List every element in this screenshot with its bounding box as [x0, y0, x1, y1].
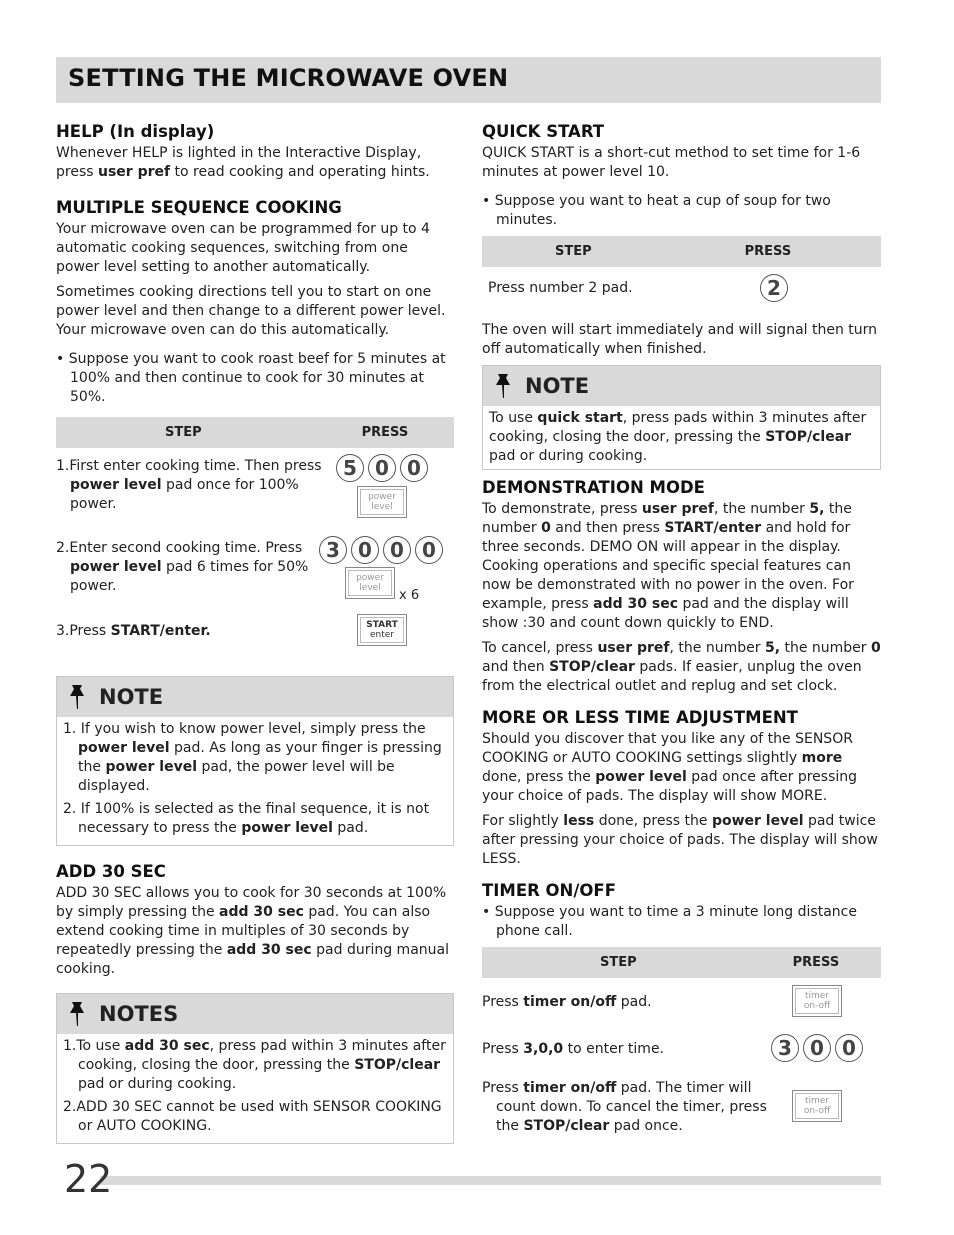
timer-table [482, 947, 881, 1136]
left-column [56, 122, 454, 1144]
note-body [483, 406, 880, 469]
digit-button: 0 [835, 1034, 863, 1062]
digit-button: 0 [803, 1034, 831, 1062]
digit-button: 2 [760, 274, 788, 302]
note-title: NOTE [99, 685, 164, 709]
note-item: 2.ADD 30 SEC cannot be used with SENSOR COOKING or AUTO COOKING. [63, 1099, 442, 1134]
pushpin-icon [67, 1000, 89, 1028]
multi-p2: Sometimes cooking directions tell you to start on one power level and then change to a different power level. Your microwave oven can do this automatically. [56, 284, 446, 338]
times-label: x 6 [399, 588, 420, 603]
table-header [482, 236, 881, 267]
col-step: STEP [555, 244, 592, 259]
add30-text: ADD 30 SEC allows you to cook for 30 seconds at 100% by simply pressing the add 30 sec pad. You can also extend cooking time in multiples of 30 seconds by repeatedly pressing the add 30 sec pad during manual cooking. [56, 885, 449, 977]
pushpin-icon [493, 372, 515, 400]
table-header [56, 417, 454, 448]
start-enter-pad: START enter [357, 614, 407, 646]
footer-bar [100, 1176, 881, 1185]
right-column [482, 122, 881, 1136]
quick-table [482, 236, 881, 313]
title-banner [56, 57, 881, 103]
pushpin-icon [67, 683, 89, 711]
table-row [482, 1026, 881, 1074]
quick-bullet: • Suppose you want to heat a cup of soup for two minutes. [482, 193, 831, 228]
table-header [482, 947, 881, 978]
note-text: To use quick start, press pads within 3 minutes after cooking, closing the door, pressing the STOP/clear pad or during cooking. [489, 410, 867, 464]
table-row [56, 610, 454, 662]
timer-step-2: Press 3,0,0 to enter time. [482, 1041, 665, 1057]
quick-row-text: Press number 2 pad. [488, 280, 633, 296]
col-press: PRESS [792, 955, 840, 970]
col-press: PRESS [744, 244, 792, 259]
note-header [57, 994, 453, 1034]
quick-p2: The oven will start immediately and will signal then turn off automatically when finished. [482, 322, 878, 357]
multi-table [56, 417, 454, 662]
digit-button: 0 [415, 536, 443, 564]
digit-button: 5 [336, 454, 364, 482]
digit-button: 0 [351, 536, 379, 564]
digits-300 [771, 1034, 867, 1062]
note-item: 2. If 100% is selected as the final sequence, it is not necessary to press the power level pad. [63, 801, 430, 836]
step-1-text: 1.First enter cooking time. Then press power level pad once for 100% power. [56, 458, 322, 512]
notes-box-2 [56, 993, 454, 1144]
demo-heading: DEMONSTRATION MODE [482, 478, 705, 497]
col-step: STEP [600, 955, 637, 970]
col-press: PRESS [361, 425, 409, 440]
digit-button: 0 [368, 454, 396, 482]
page-title: SETTING THE MICROWAVE OVEN [68, 64, 509, 92]
add30-heading: ADD 30 SEC [56, 862, 166, 881]
digit-button: 0 [383, 536, 411, 564]
power-level-pad: power level [345, 567, 395, 599]
note-item: 1. If you wish to know power level, simply press the power level pad. As long as your finger is pressing the power level pad, the power level will be displayed. [63, 721, 442, 794]
demo-p2: To cancel, press user pref, the number 5, the number 0 and then STOP/clear pads. If easier, unplug the oven from the electrical outlet and replug and set clock. [482, 640, 881, 694]
timer-on-off-pad: timer on-off [792, 985, 842, 1017]
multi-heading: MULTIPLE SEQUENCE COOKING [56, 198, 342, 217]
digit-button: 3 [319, 536, 347, 564]
timer-on-off-pad: timer on-off [792, 1090, 842, 1122]
table-row [56, 530, 454, 610]
col-step: STEP [165, 425, 202, 440]
step-2-text: 2.Enter second cooking time. Press power level pad 6 times for 50% power. [56, 540, 309, 594]
table-row [482, 267, 881, 313]
page-number: 22 [64, 1157, 113, 1201]
more-p2: For slightly less done, press the power level pad twice after pressing your choice of pads. The display will show LESS. [482, 813, 878, 867]
table-row [482, 1074, 881, 1136]
multi-bullet: • Suppose you want to cook roast beef for 5 minutes at 100% and then continue to cook for 30 minutes at 50%. [56, 351, 446, 405]
note-item: 1.To use add 30 sec, press pad within 3 minutes after cooking, closing the door, pressing the STOP/clear pad or during cooking. [63, 1038, 446, 1092]
digits-3000 [319, 536, 447, 564]
timer-step-1: Press timer on/off pad. [482, 994, 652, 1010]
table-row [56, 448, 454, 530]
digit-button: 3 [771, 1034, 799, 1062]
note-header [57, 677, 453, 717]
more-p1: Should you discover that you like any of the SENSOR COOKING or AUTO COOKING settings slightly more done, press the power level pad once after pressing your choice of pads. The display will show MORE. [482, 731, 858, 804]
help-text: Whenever HELP is lighted in the Interactive Display, press user pref to read cooking and operating hints. [56, 145, 430, 180]
step-3-text: 3.Press START/enter. [56, 623, 211, 639]
note-body [57, 717, 453, 845]
power-level-pad: power level [357, 486, 407, 518]
note-box-1 [56, 676, 454, 846]
multi-p1: Your microwave oven can be programmed for up to 4 automatic cooking sequences, switching from one power level setting to another automatically. [56, 221, 430, 275]
note-title: NOTE [525, 374, 590, 398]
note-body [57, 1034, 453, 1143]
note-header [483, 366, 880, 406]
table-row [482, 978, 881, 1026]
digit-button: 0 [400, 454, 428, 482]
digits-500 [336, 454, 432, 482]
more-heading: MORE OR LESS TIME ADJUSTMENT [482, 708, 798, 727]
timer-step-3: Press timer on/off pad. The timer will count down. To cancel the timer, press the STOP/clear pad once. [482, 1080, 767, 1134]
demo-p1: To demonstrate, press user pref, the number 5, the number 0 and then press START/enter and hold for three seconds. DEMO ON will appear in the display. Cooking operations and specific special features can now be demonstrated with no power in the oven. For example, press add 30 sec pad and the display will show :30 and count down quickly to END. [482, 501, 854, 631]
quick-heading: QUICK START [482, 122, 605, 141]
note-box-3 [482, 365, 881, 470]
help-heading: HELP (In display) [56, 122, 215, 141]
note-title: NOTES [99, 1002, 179, 1026]
timer-bullet: • Suppose you want to time a 3 minute long distance phone call. [482, 904, 857, 939]
quick-p1: QUICK START is a short-cut method to set time for 1-6 minutes at power level 10. [482, 145, 861, 180]
timer-heading: TIMER ON/OFF [482, 881, 616, 900]
